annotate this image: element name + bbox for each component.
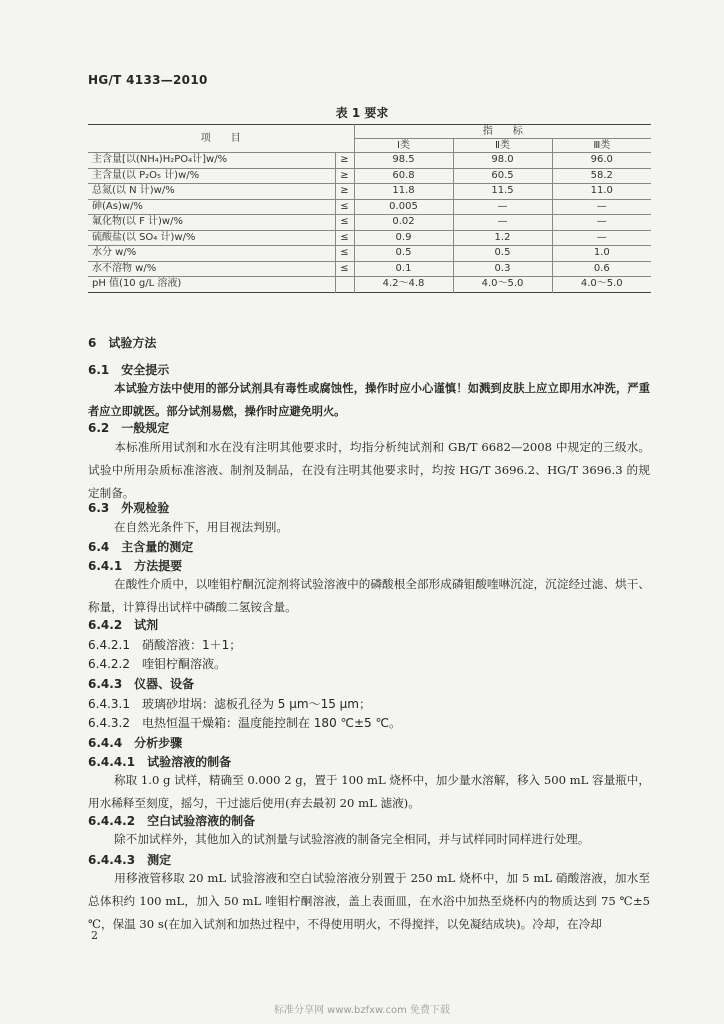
row-value-class-1: 11.8 [354, 184, 453, 200]
row-value-class-1: 0.1 [354, 261, 453, 277]
section-6-4-3-2: 6.4.3.2 电热恒温干燥箱：温度能控制在 180 ℃±5 ℃。 [88, 716, 401, 730]
row-value-class-2: 11.5 [453, 184, 552, 200]
row-value-class-3: 11.0 [552, 184, 651, 200]
section-6-4-3-heading: 6.4.3 仪器、设备 [88, 677, 195, 691]
section-6-4-1-heading: 6.4.1 方法提要 [88, 559, 183, 573]
row-value-class-3: — [552, 230, 651, 246]
header-item: 项 目 [88, 125, 354, 153]
row-symbol: ≤ [335, 230, 354, 246]
row-value-class-1: 0.5 [354, 246, 453, 262]
paragraph-6-1-text: 本试验方法中使用的部分试剂具有毒性或腐蚀性，操作时应小心谨慎！如溅到皮肤上应立即用水冲洗，严重者应立即就医。部分试剂易燃，操作时应避免明火。 [88, 382, 650, 418]
paragraph-6-3 [88, 516, 650, 539]
paragraph-6-4-1-text: 在酸性介质中，以喹钼柠酮沉淀剂将试验溶液中的磷酸根全部形成磷钼酸喹啉沉淀，沉淀经过滤、烘干、称量，计算得出试样中磷酸二氢铵含量。 [88, 577, 650, 614]
row-symbol: ≤ [335, 261, 354, 277]
table-row [88, 199, 651, 215]
row-value-class-2: — [453, 215, 552, 231]
row-value-class-2: 0.5 [453, 246, 552, 262]
section-6-4-3-1: 6.4.3.1 玻璃砂坩埚：滤板孔径为 5 μm～15 μm； [88, 697, 371, 711]
table-row [88, 277, 651, 293]
table-row [88, 261, 651, 277]
paragraph-6-1 [88, 377, 650, 423]
row-item: 水分 w/% [88, 246, 335, 262]
header-class-3: Ⅲ类 [552, 139, 651, 153]
section-6-4-2-2: 6.4.2.2 喹钼柠酮溶液。 [88, 657, 226, 671]
row-value-class-2: 0.3 [453, 261, 552, 277]
row-symbol: ≥ [335, 153, 354, 169]
header-indicator: 指 标 [482, 126, 523, 137]
row-item: pH 值(10 g/L 溶液) [88, 277, 335, 293]
section-6-4-4-1-heading: 6.4.4.1 试验溶液的制备 [88, 755, 232, 769]
table-row [88, 215, 651, 231]
section-6-4-heading: 6.4 主含量的测定 [88, 540, 194, 554]
row-value-class-1: 0.02 [354, 215, 453, 231]
row-symbol: ≤ [335, 215, 354, 231]
row-value-class-1: 98.5 [354, 153, 453, 169]
row-value-class-1: 0.9 [354, 230, 453, 246]
table-caption: 表 1 要求 [335, 106, 389, 120]
row-value-class-3: — [552, 215, 651, 231]
section-6-4-2-heading: 6.4.2 试剂 [88, 618, 159, 632]
table-row [88, 153, 651, 169]
standard-code-header: HG/T 4133—2010 [88, 73, 208, 87]
header-class-1: Ⅰ类 [354, 139, 453, 153]
paragraph-6-4-4-3 [88, 867, 650, 936]
section-6-4-4-heading: 6.4.4 分析步骤 [88, 736, 183, 750]
row-item: 主含量(以 P₂O₅ 计)w/% [88, 168, 335, 184]
row-value-class-1: 4.2～4.8 [354, 277, 453, 293]
row-item: 总氮(以 N 计)w/% [88, 184, 335, 200]
row-value-class-3: 0.6 [552, 261, 651, 277]
table-row [88, 246, 651, 262]
paragraph-6-2 [88, 436, 650, 505]
row-symbol: ≥ [335, 184, 354, 200]
page-number: 2 [91, 929, 98, 942]
row-value-class-3: 4.0～5.0 [552, 277, 651, 293]
table-row [88, 168, 651, 184]
row-symbol: ≤ [335, 199, 354, 215]
table-row [88, 184, 651, 200]
row-value-class-2: 98.0 [453, 153, 552, 169]
row-value-class-1: 60.8 [354, 168, 453, 184]
row-value-class-2: 4.0～5.0 [453, 277, 552, 293]
row-item: 硫酸盐(以 SO₄ 计)w/% [88, 230, 335, 246]
paragraph-6-4-4-1-text: 称取 1.0 g 试样，精确至 0.000 2 g，置于 100 mL 烧杯中，加少量水溶解，移入 500 mL 容量瓶中，用水稀释至刻度，摇匀，干过滤后使用(弃去最初 20 mL 滤液)。 [88, 773, 650, 810]
section-6-heading: 6 试验方法 [88, 336, 157, 350]
row-value-class-3: — [552, 199, 651, 215]
section-6-4-4-3-heading: 6.4.4.3 测定 [88, 853, 172, 867]
row-value-class-2: 60.5 [453, 168, 552, 184]
paragraph-6-3-text: 在自然光条件下，用目视法判别。 [114, 520, 288, 534]
row-value-class-3: 58.2 [552, 168, 651, 184]
row-symbol [335, 277, 354, 293]
paragraph-6-4-4-2 [88, 828, 650, 851]
row-symbol: ≥ [335, 168, 354, 184]
table-row [88, 230, 651, 246]
row-value-class-2: 1.2 [453, 230, 552, 246]
section-6-2-heading: 6.2 一般规定 [88, 421, 170, 435]
row-symbol: ≤ [335, 246, 354, 262]
row-item: 氟化物(以 F 计)w/% [88, 215, 335, 231]
section-6-4-4-2-heading: 6.4.4.2 空白试验溶液的制备 [88, 814, 256, 828]
row-value-class-3: 1.0 [552, 246, 651, 262]
row-value-class-2: — [453, 199, 552, 215]
requirements-table [88, 124, 651, 293]
section-6-4-2-1: 6.4.2.1 硝酸溶液：1＋1； [88, 638, 242, 652]
row-value-class-1: 0.005 [354, 199, 453, 215]
paragraph-6-4-4-2-text: 除不加试样外，其他加入的试剂量与试验溶液的制备完全相同，并与试样同时同样进行处理。 [114, 832, 590, 846]
paragraph-6-4-4-3-text: 用移液管移取 20 mL 试验溶液和空白试验溶液分别置于 250 mL 烧杯中，加 5 mL 硝酸溶液，加水至总体积约 100 mL，加入 50 mL 喹钼柠酮溶液，盖上表面皿，在水浴中加热至烧杯内的物质达到 75 ℃±5 ℃，保温 30 s(在加入试剂和加热过程中，不得使用明火，不得搅拌，以免凝结成块)。冷却，在冷却 [88, 871, 650, 931]
paragraph-6-4-1 [88, 573, 650, 619]
row-item: 主含量[以(NH₄)H₂PO₄计]w/% [88, 153, 335, 169]
section-6-1-heading: 6.1 安全提示 [88, 363, 170, 377]
watermark-footer: 标准分享网 www.bzfxw.com 免费下载 [274, 1005, 450, 1016]
paragraph-6-4-4-1 [88, 769, 650, 815]
row-value-class-3: 96.0 [552, 153, 651, 169]
header-class-2: Ⅱ类 [453, 139, 552, 153]
row-item: 水不溶物 w/% [88, 261, 335, 277]
paragraph-6-2-text: 本标准所用试剂和水在没有注明其他要求时，均指分析纯试剂和 GB/T 6682—2008 中规定的三级水。试验中所用杂质标准溶液、制剂及制品，在没有注明其他要求时，均按 HG/T 3696.2、HG/T 3696.3 的规定制备。 [88, 440, 650, 500]
section-6-3-heading: 6.3 外观检验 [88, 501, 170, 515]
row-item: 砷(As)w/% [88, 199, 335, 215]
